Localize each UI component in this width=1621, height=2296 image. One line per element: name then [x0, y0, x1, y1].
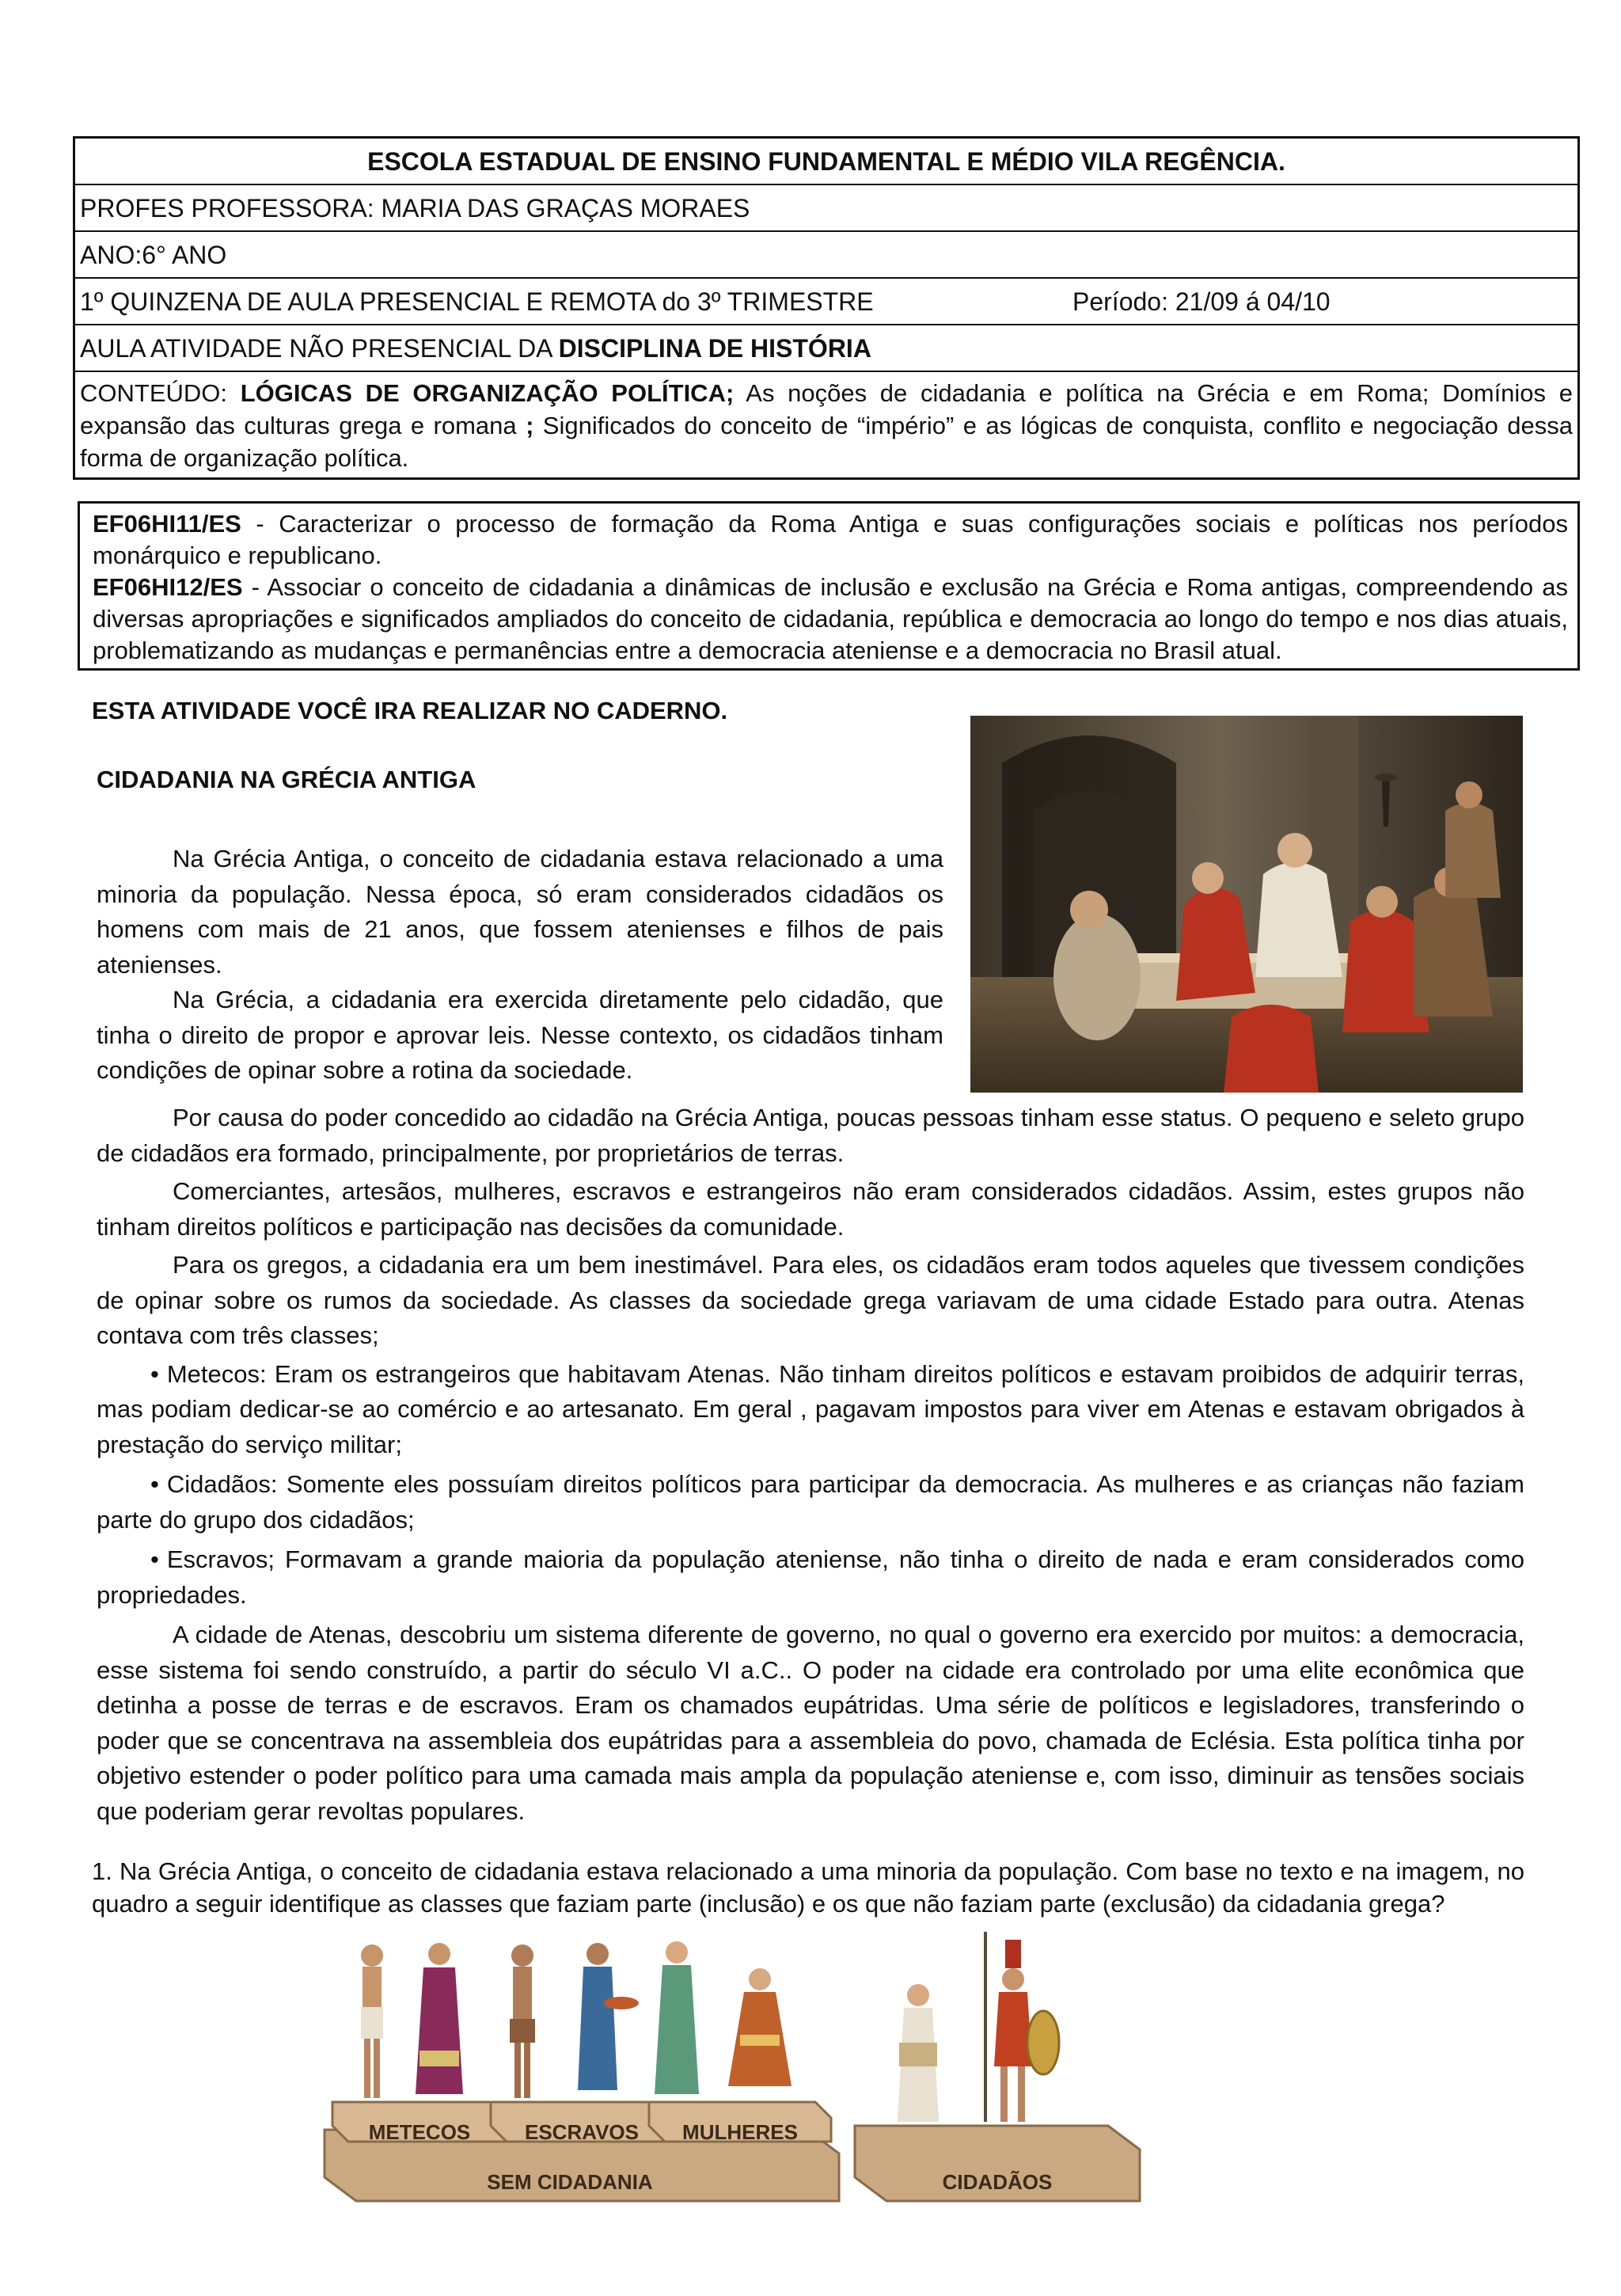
bullet-dot: •	[150, 1470, 159, 1498]
bullet-text: Cidadãos: Somente eles possuíam direitos políticos para participar da democracia. As mulheres e as crianças não faziam parte do grupo dos cidadãos;	[97, 1470, 1524, 1534]
paragraph: Para os gregos, a cidadania era um bem inestimável. Para eles, os cidadãos eram todos aqueles que tivessem condições de opinar sobre os rumos da sociedade. As classes da sociedade grega variavam de uma cidade Estado para outra. Atenas contava com três classes;	[97, 1251, 1524, 1349]
paragraph: Na Grécia, a cidadania era exercida diretamente pelo cidadão, que tinha o direito de propor e aprovar leis. Nesse contexto, os cidadãos tinham condições de opinar sobre a rotina da sociedade.	[97, 986, 943, 1084]
school-name: ESCOLA ESTADUAL DE ENSINO FUNDAMENTAL E MÉDIO VILA REGÊNCIA.	[75, 139, 1577, 185]
skill-code: EF06HI12/ES	[93, 573, 243, 601]
aula-discipline: DISCIPLINA DE HISTÓRIA	[558, 334, 871, 363]
figure-escravo-2	[578, 1943, 639, 2090]
label-mulheres: MULHERES	[682, 2120, 798, 2144]
skill-code: EF06HI11/ES	[93, 510, 241, 538]
conteudo-text-1: As noções de cidadania e política na Grécia e em Roma; Domínios e expansão das culturas grega e romana	[80, 379, 1573, 439]
paragraph: A cidade de Atenas, descobriu um sistema diferente de governo, no qual o governo era exercido por muitos: a democracia, esse sistema foi sendo construído, a partir do século VI a.C.. O poder na cidade era controlado por uma elite econômica que detinha a posse de terras e de escravos. Eram os chamados eupátridas. Uma série de políticos e legisladores, transferindo o poder que se concentrava na assembleia dos eupátridas para a assembleia do povo, chamada de Eclésia. Esta política tinha por objetivo estender o poder político para uma camada mais ampla da população ateniense e, com isso, diminuir as tensões sociais que poderiam gerar revoltas populares.	[97, 1621, 1524, 1825]
bullet-dot: •	[150, 1359, 159, 1388]
label-cidadaos: CIDADÃOS	[942, 2170, 1053, 2194]
classes-illustration	[317, 1932, 1148, 2209]
figure-mulher-1	[655, 1941, 699, 2094]
intro-block	[97, 842, 943, 1089]
paragraph: Na Grécia Antiga, o conceito de cidadania estava relacionado a uma minoria da população. Nessa época, só eram considerados cidadãos os homens com mais de 21 anos, que fossem atenienses e filhos de pais atenienses.	[97, 845, 943, 979]
main-block	[97, 1100, 1524, 1832]
bullet-text: Escravos; Formavam a grande maioria da população ateniense, não tinha o direito de nada e eram considerados como propriedades.	[97, 1545, 1524, 1609]
periodo: Período: 21/09 á 04/10	[1072, 287, 1331, 316]
paragraph: Comerciantes, artesãos, mulheres, escravos e estrangeiros não eram considerados cidadãos. Assim, estes grupos não tinham direitos políticos e participação nas decisões da comunidade.	[97, 1177, 1524, 1241]
skill-text: - Associar o conceito de cidadania a dinâmicas de inclusão e exclusão na Grécia e Roma antigas, compreendendo as diversas apropriações e significados ampliados do conceito de cidadania, república e democracia ao longo do tempo e nos dias atuais, problematizando as mudanças e permanências entre a democracia ateniense e a democracia no Brasil atual.	[93, 573, 1568, 664]
death-of-socrates-painting	[970, 716, 1523, 1093]
bullet-text: Metecos: Eram os estrangeiros que habitavam Atenas. Não tinham direitos políticos e estavam proibidos de adquirir terras, mas podiam dedicar-se ao comércio e ao artesanato. Em geral , pagavam impostos para viver em Atenas e estavam obrigados à prestação do serviço militar;	[97, 1359, 1524, 1458]
label-metecos: METECOS	[368, 2120, 471, 2144]
conteudo-text-2: Significados do conceito de “império” e as lógicas de conquista, conflito e negociação dessa forma de organização política.	[80, 412, 1573, 472]
bullet-dot: •	[150, 1545, 159, 1573]
painting-illustration	[970, 716, 1523, 1093]
aula-row	[75, 325, 1577, 372]
conteudo-semicolon: ;	[526, 412, 534, 439]
quinzena: 1º QUINZENA DE AULA PRESENCIAL E REMOTA do 3º TRIMESTRE	[80, 287, 874, 316]
section-title: CIDADANIA NA GRÉCIA ANTIGA	[97, 766, 476, 793]
conteudo-title: LÓGICAS DE ORGANIZAÇÃO POLÍTICA;	[240, 379, 735, 407]
conteudo-label: CONTEÚDO:	[80, 379, 241, 407]
figure-meteco-2	[416, 1943, 463, 2094]
quinzena-row	[75, 279, 1577, 325]
bullet-item	[97, 1357, 1524, 1463]
header-table	[73, 136, 1580, 480]
teacher-name: PROFES PROFESSORA: MARIA DAS GRAÇAS MORAES	[75, 185, 1577, 232]
skill-item	[93, 508, 1568, 572]
skills-box	[78, 501, 1580, 671]
bullet-item	[97, 1467, 1524, 1538]
figure-cidadao-2	[985, 1932, 1059, 2122]
paragraph: Por causa do poder concedido ao cidadão na Grécia Antiga, poucas pessoas tinham esse status. O pequeno e seleto grupo de cidadãos era formado, principalmente, por proprietários de terras.	[97, 1104, 1524, 1167]
question: 1. Na Grécia Antiga, o conceito de cidadania estava relacionado a uma minoria da população. Com base no texto e na imagem, no quadro a seguir identifique as classes que faziam parte (inclusão) e os que não faziam parte (exclusão) da cidadania grega?	[92, 1857, 1524, 1918]
instruction: ESTA ATIVIDADE VOCÊ IRA REALIZAR NO CADERNO.	[92, 697, 728, 724]
figure-meteco-1	[361, 1944, 383, 2098]
conteudo-row	[75, 372, 1577, 477]
figure-mulher-2	[728, 1968, 792, 2086]
label-sem-cidadania: SEM CIDADANIA	[487, 2170, 653, 2194]
grade: ANO:6° ANO	[75, 232, 1577, 279]
greek-classes-figure	[317, 1932, 1148, 2209]
skill-item	[93, 572, 1568, 667]
aula-prefix: AULA ATIVIDADE NÃO PRESENCIAL DA	[80, 334, 559, 363]
label-escravos: ESCRAVOS	[525, 2120, 639, 2144]
bullet-item	[97, 1542, 1524, 1613]
skill-text: - Caracterizar o processo de formação da Roma Antiga e suas configurações sociais e políticas nos períodos monárquico e republicano.	[93, 510, 1568, 569]
figure-escravo-1	[510, 1944, 535, 2098]
figure-cidadao-1	[898, 1984, 939, 2122]
